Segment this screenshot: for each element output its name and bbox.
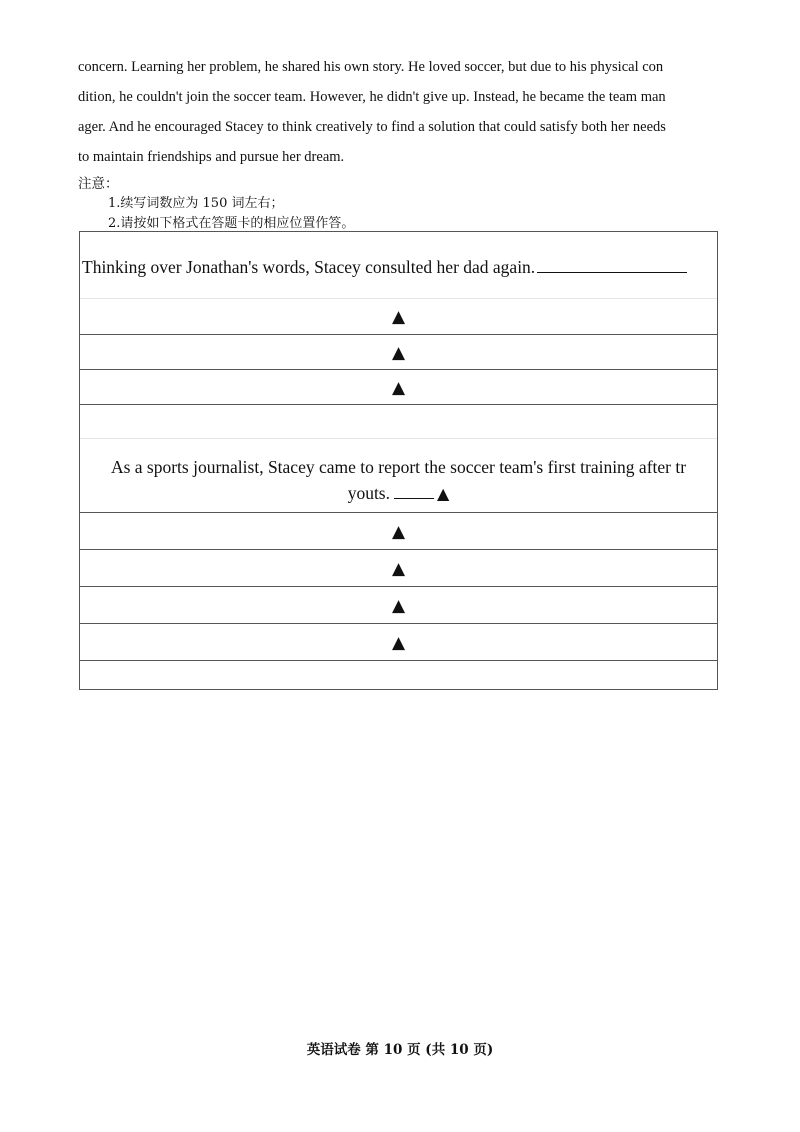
- triangle-icon: ▲: [391, 522, 406, 542]
- triangle-icon: ▲: [391, 343, 406, 363]
- notice-item: 2.请按如下格式在答题卡的相应位置作答。: [108, 216, 355, 231]
- prompt-row-1: [80, 232, 717, 299]
- triangle-icon: ▲: [391, 307, 406, 327]
- answer-blank[interactable]: [394, 486, 434, 499]
- prompt-2: [80, 454, 717, 507]
- answer-line-blank[interactable]: [80, 405, 717, 439]
- answer-line[interactable]: [80, 370, 717, 405]
- page-footer: 英语试卷 第 10 页 (共 10 页): [306, 1042, 494, 1058]
- answer-line[interactable]: [80, 299, 717, 335]
- triangle-icon: ▲: [391, 559, 406, 579]
- triangle-icon: ▲: [391, 596, 406, 616]
- answer-line-blank[interactable]: [80, 661, 717, 689]
- prompt-1: [82, 257, 687, 278]
- triangle-icon: ▲: [391, 633, 406, 653]
- prompt-2-line2: youts.: [347, 483, 390, 503]
- answer-line[interactable]: [80, 513, 717, 550]
- prompt-1-text: Thinking over Jonathan's words, Stacey consulted her dad again.: [82, 257, 536, 277]
- prompt-row-2: [80, 439, 717, 513]
- passage-line: ager. And he encouraged Stacey to think creatively to find a solution that could satisfy both her needs: [78, 119, 666, 135]
- passage-line: dition, he couldn't join the soccer team. However, he didn't give up. Instead, he became the team man: [78, 89, 666, 105]
- notice-item: 1.续写词数应为 150 词左右；: [108, 196, 284, 211]
- answer-line[interactable]: [80, 587, 717, 624]
- answer-line[interactable]: [80, 335, 717, 370]
- answer-line[interactable]: [80, 550, 717, 587]
- passage-line: to maintain friendships and pursue her dream.: [78, 149, 345, 165]
- passage-line: concern. Learning her problem, he shared his own story. He loved soccer, but due to his physical con: [78, 59, 664, 75]
- answer-box: [79, 231, 718, 690]
- triangle-icon: ▲: [437, 484, 450, 503]
- prompt-2-line2-wrap: [80, 480, 717, 507]
- answer-line[interactable]: [80, 624, 717, 661]
- triangle-icon: ▲: [391, 378, 406, 398]
- answer-blank[interactable]: [537, 258, 687, 273]
- notice-label: 注意：: [78, 176, 119, 192]
- prompt-2-line1: As a sports journalist, Stacey came to report the soccer team's first training after tr: [110, 457, 687, 477]
